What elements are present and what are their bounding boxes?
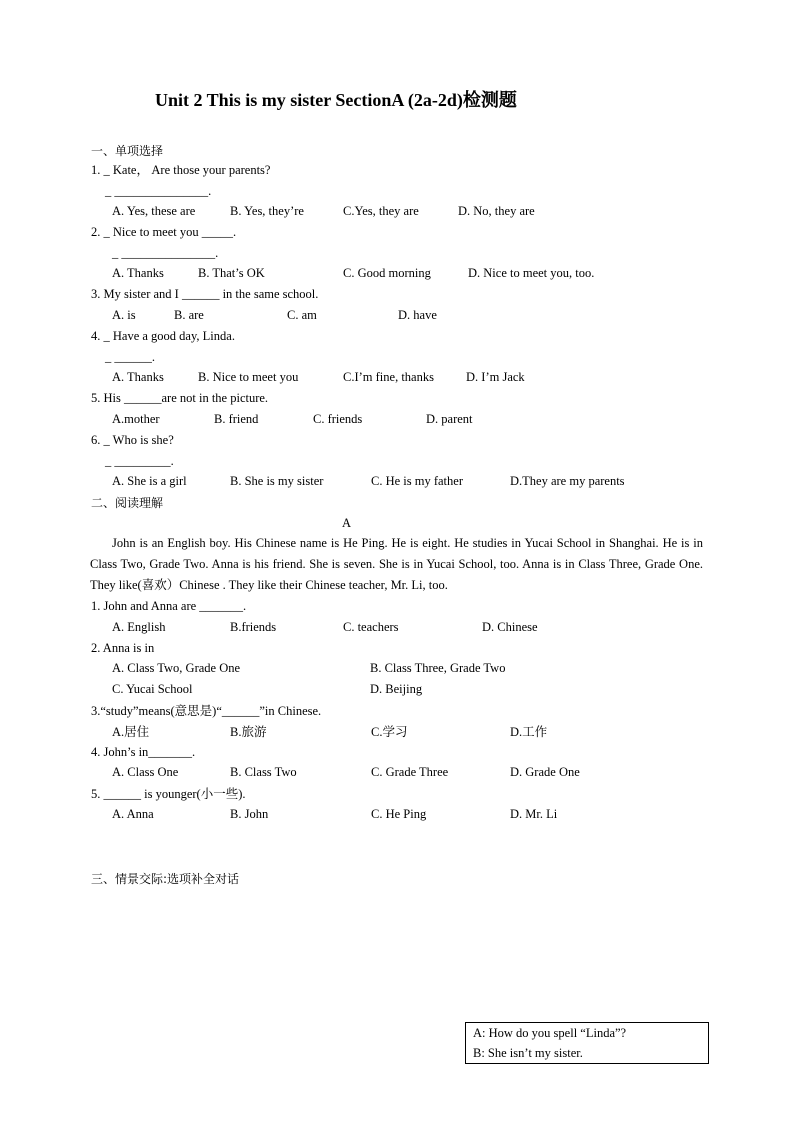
question-6: 6. _ Who is she? [91, 433, 174, 447]
rq2-option-c: C. Yucai School [112, 682, 193, 696]
rq1-option-b: B.friends [230, 620, 277, 634]
question-2: 2. _ Nice to meet you _____. [91, 225, 237, 239]
rq5-option-c: C. He Ping [371, 807, 427, 821]
q4-option-b: B. Nice to meet you [198, 370, 299, 384]
question-4: 4. _ Have a good day, Linda. [91, 329, 235, 343]
rq1-option-a: A. English [112, 620, 166, 634]
question-3: 3. My sister and I ______ in the same school. [91, 287, 319, 301]
rq1-option-c: C. teachers [343, 620, 399, 634]
reading-question-3: 3.“study”means(意思是)“______”in Chinese. [91, 704, 322, 718]
q6-option-c: C. He is my father [371, 474, 463, 488]
rq3-option-b: B.旅游 [230, 725, 267, 739]
passage-label: A [342, 516, 352, 530]
question-2-blank: _ _______________. [112, 246, 219, 260]
rq4-option-c: C. Grade Three [371, 765, 449, 779]
rq4-option-b: B. Class Two [230, 765, 297, 779]
rq2-option-b: B. Class Three, Grade Two [370, 661, 506, 675]
reading-question-5: 5. ______ is younger(小一些). [91, 787, 246, 801]
q2-option-a: A. Thanks [112, 266, 164, 280]
dialog-box [465, 1022, 709, 1064]
rq5-option-d: D. Mr. Li [510, 807, 558, 821]
question-6-blank: _ _________. [105, 454, 174, 468]
q5-option-c: C. friends [313, 412, 363, 426]
rq4-option-d: D. Grade One [510, 765, 580, 779]
reading-question-2: 2. Anna is in [91, 641, 155, 655]
q6-option-a: A. She is a girl [112, 474, 187, 488]
question-5: 5. His ______are not in the picture. [91, 391, 269, 405]
page-title: Unit 2 This is my sister SectionA (2a-2d)检测题 [155, 90, 517, 110]
question-1: 1. _ Kate， Are those your parents? [91, 163, 271, 177]
q2-option-c: C. Good morning [343, 266, 431, 280]
q4-option-c: C.I’m fine, thanks [343, 370, 434, 384]
q3-option-d: D. have [398, 308, 437, 322]
rq1-option-d: D. Chinese [482, 620, 538, 634]
q5-option-d: D. parent [426, 412, 473, 426]
section-heading-reading: 二、阅读理解 [91, 496, 164, 510]
q5-option-b: B. friend [214, 412, 259, 426]
reading-passage: John is an English boy. His Chinese name is He Ping. He is eight. He studies in Yucai School in Shanghai. He is in Class Two, Grade Two. Anna is his friend. She is seven. She is in Yucai School, too. Anna is in Class Three, Grade One. They like(喜欢）Chinese . They like their Chinese teacher, Mr. Li, too. [90, 536, 703, 592]
rq4-option-a: A. Class One [112, 765, 179, 779]
question-1-blank: _ _______________. [105, 184, 212, 198]
rq3-option-c: C.学习 [371, 725, 408, 739]
rq3-option-a: A.居住 [112, 725, 150, 739]
rq5-option-a: A. Anna [112, 807, 154, 821]
q3-option-c: C. am [287, 308, 317, 322]
q1-option-d: D. No, they are [458, 204, 535, 218]
q2-option-d: D. Nice to meet you, too. [468, 266, 595, 280]
q4-option-d: D. I’m Jack [466, 370, 525, 384]
q4-option-a: A. Thanks [112, 370, 164, 384]
q3-option-a: A. is [112, 308, 136, 322]
section-heading-dialog: 三、情景交际:选项补全对话 [91, 872, 240, 886]
question-4-blank: _ ______. [105, 350, 155, 364]
q2-option-b: B. That’s OK [198, 266, 265, 280]
q5-option-a: A.mother [112, 412, 160, 426]
q6-option-b: B. She is my sister [230, 474, 324, 488]
rq2-option-a: A. Class Two, Grade One [112, 661, 241, 675]
q6-option-d: D.They are my parents [510, 474, 625, 488]
q1-option-a: A. Yes, these are [112, 204, 196, 218]
rq5-option-b: B. John [230, 807, 269, 821]
rq2-option-d: D. Beijing [370, 682, 423, 696]
q1-option-c: C.Yes, they are [343, 204, 419, 218]
dialog-line-b: B: She isn’t my sister. [473, 1046, 583, 1060]
reading-question-1: 1. John and Anna are _______. [91, 599, 247, 613]
q3-option-b: B. are [174, 308, 204, 322]
dialog-line-a: A: How do you spell “Linda”? [473, 1026, 627, 1040]
rq3-option-d: D.工作 [510, 725, 548, 739]
q1-option-b: B. Yes, they’re [230, 204, 304, 218]
reading-question-4: 4. John’s in_______. [91, 745, 196, 759]
section-heading-choice: 一、单项选择 [91, 144, 164, 158]
